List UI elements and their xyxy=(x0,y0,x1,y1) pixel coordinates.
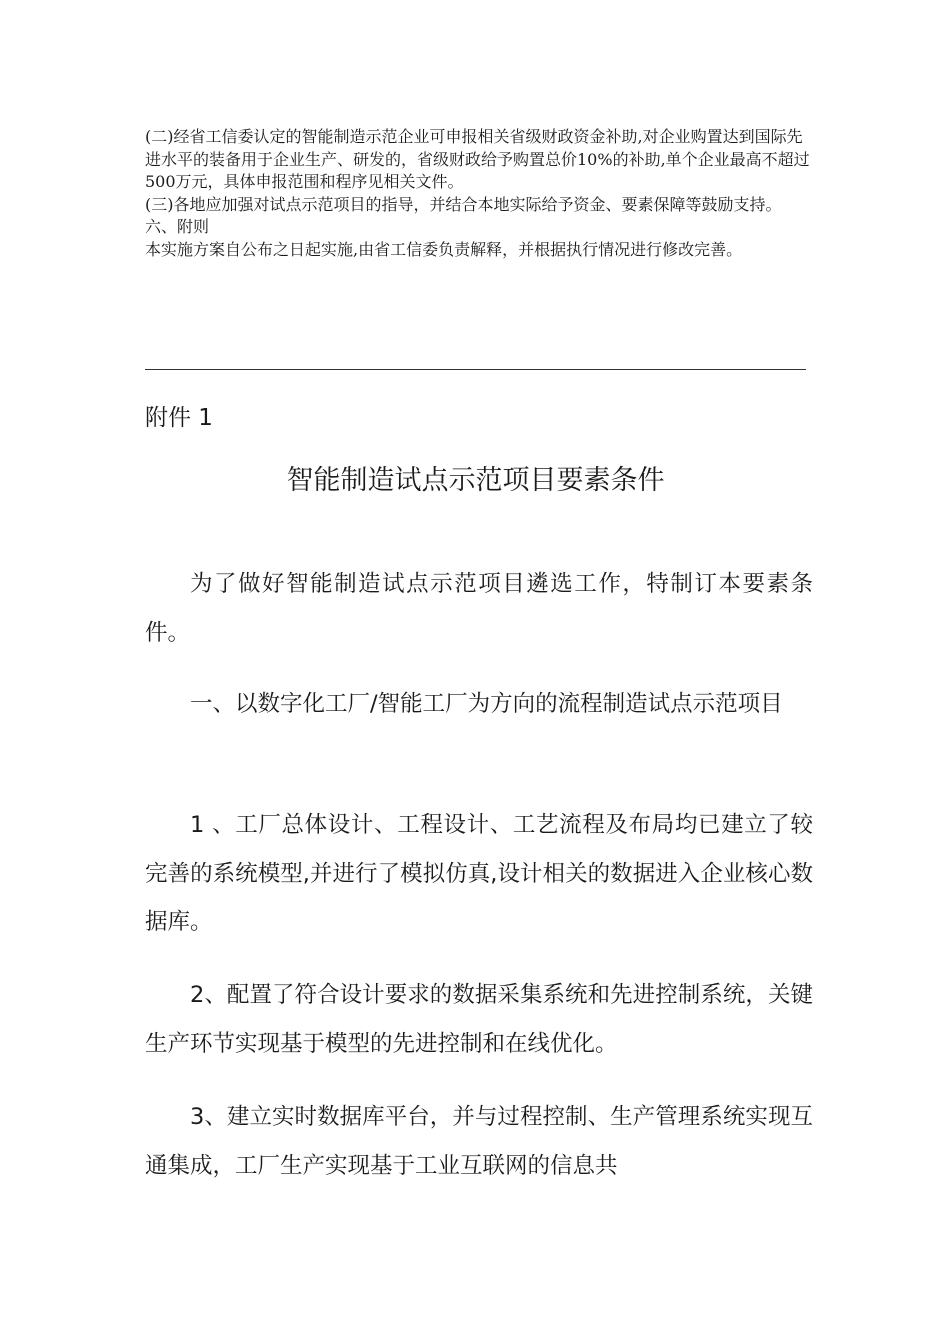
implementation-clauses xyxy=(145,126,810,262)
section-heading-process-manufacturing: 一、以数字化工厂/智能工厂为方向的流程制造试点示范项目 xyxy=(190,691,783,717)
clause-effective-date: 本实施方案自公布之日起实施,由省工信委负责解释，并根据执行情况进行修改完善。 xyxy=(145,239,743,259)
clause-subsidy: (二)经省工信委认定的智能制造示范企业可申报相关省级财政资金补助,对企业购置达到国际先进水平的装备用于企业生产、研发的，省级财政给予购置总价10%的补助,单个企业最高不超过500万元，具体申报范围和程序见相关文件。 xyxy=(145,127,810,192)
requirement-item-3: 3、建立实时数据库平台，并与过程控制、生产管理系统实现互通集成，工厂生产实现基于工业互联网的信息共 xyxy=(145,1104,813,1179)
intro-paragraph: 为了做好智能制造试点示范项目遴选工作，特制订本要素条件。 xyxy=(145,571,813,646)
section-divider xyxy=(145,369,806,370)
annex-title: 智能制造试点示范项目要素条件 xyxy=(286,465,665,496)
section-heading-supplementary: 六、附则 xyxy=(145,217,210,237)
requirement-item-1: 1 、工厂总体设计、工程设计、工艺流程及布局均已建立了较完善的系统模型,并进行了模拟仿真,设计相关的数据进入企业核心数据库。 xyxy=(145,812,813,935)
annex-label: 附件 1 xyxy=(145,405,213,431)
clause-local-support: (三)各地应加强对试点示范项目的指导，并结合本地实际给予资金、要素保障等鼓励支持。 xyxy=(145,194,782,214)
requirement-item-2: 2、配置了符合设计要求的数据采集系统和先进控制系统，关键生产环节实现基于模型的先进控制和在线优化。 xyxy=(145,982,813,1057)
